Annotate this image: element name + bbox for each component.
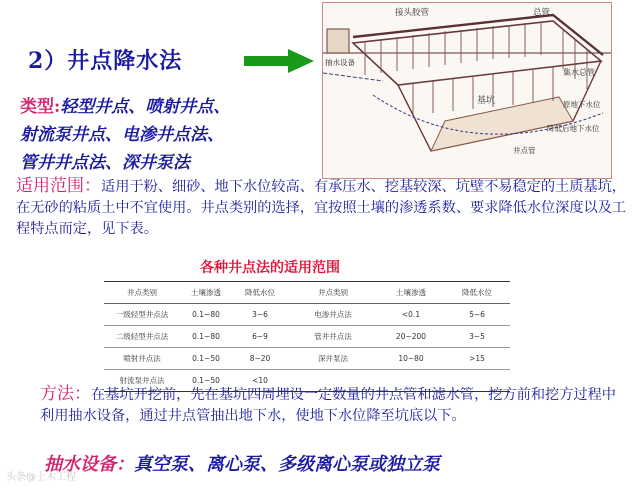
- table-cell: <10: [252, 376, 268, 385]
- types-line-3: 管井井点法、深井泵法: [20, 153, 190, 173]
- label-pump-house: 抽水设备: [325, 58, 355, 67]
- method-paragraph: [40, 384, 630, 427]
- method-label: 方法：: [40, 384, 91, 404]
- table-cell: 5~6: [469, 310, 485, 319]
- types-label: 类型:: [20, 97, 61, 117]
- wellpoint-diagram-drawing: [323, 3, 611, 178]
- types-line-2: 射流泵井点、电渗井点法、: [20, 125, 224, 145]
- table-cell: 射流泵井点法: [119, 376, 165, 385]
- right-arrow-icon: [244, 48, 316, 74]
- applicability-table: [104, 281, 510, 392]
- label-collector-pipe: 集水总管: [563, 68, 595, 77]
- table-cell: 一级轻型井点法: [115, 310, 169, 319]
- table-row: [104, 326, 510, 348]
- method-text: 在基坑开挖前，先在基坑四周埋设一定数量的井点管和滤水管，挖方前和挖方过程中利用抽水设备，通过井点管抽出地下水，使地下水位降至坑底以下。: [40, 387, 616, 424]
- table-cell: 3~5: [469, 332, 485, 341]
- table-row: [104, 304, 510, 326]
- section-heading: 2）井点降水法: [28, 48, 183, 74]
- types-line-1: [20, 92, 230, 117]
- table-cell: 电渗井点法: [314, 310, 352, 319]
- table-cell: 二级轻型井点法: [115, 332, 169, 341]
- equipment-line: [44, 450, 440, 476]
- scope-label: 适用范围：: [16, 176, 101, 196]
- table-header-cell: 土壤渗透: [396, 288, 426, 297]
- table-cell: 20~200: [395, 332, 427, 341]
- table-cell: 10~80: [398, 354, 424, 363]
- table-cell: 深井泵法: [318, 354, 348, 363]
- table-cell: 6~9: [252, 332, 268, 341]
- table-cell: 3~6: [252, 310, 268, 319]
- table-cell: 管井井点法: [314, 332, 352, 341]
- table-cell: 0.1~80: [192, 310, 220, 319]
- watermark: 头条@土木工程: [6, 472, 76, 483]
- table-cell: 喷射井点法: [123, 354, 161, 363]
- table-cell: 0.1~50: [192, 376, 220, 385]
- label-lowered-water-level: 降低后地下水位: [547, 124, 600, 133]
- label-pipe-header: 接头胶管: [395, 8, 430, 18]
- table-title: 各种井点法的适用范围: [200, 260, 340, 276]
- table-cell: 0.1~50: [192, 354, 220, 363]
- label-pit: 基坑: [477, 96, 496, 106]
- table-header-row: [104, 282, 510, 304]
- table-cell: 8~20: [249, 354, 271, 363]
- table-row: [104, 348, 510, 370]
- scope-text: 适用于粉、细砂、地下水位较高、有承压水、挖基较深、坑壁不易稳定的土质基坑，在无砂的粘质土中不宜使用。井点类别的选择，宜按照土壤的渗透系数、要求降低水位深度以及工程特点而定，见下表。: [16, 179, 627, 237]
- table-cell: <0.1: [401, 310, 421, 319]
- types-text-1: 轻型井点、喷射井点、: [60, 97, 231, 117]
- table-header-cell: 土壤渗透: [191, 288, 221, 297]
- table-cell: 0.1~80: [192, 332, 220, 341]
- table-cell: >15: [469, 354, 485, 363]
- label-original-water-level: 原地下水位: [563, 100, 601, 109]
- equipment-label: 抽水设备：: [44, 454, 134, 475]
- table-header-cell: 井点类别: [127, 288, 157, 297]
- table-header-cell: 降低水位: [245, 288, 275, 297]
- label-wellpoints: 井点管: [513, 146, 536, 155]
- wellpoint-diagram: [322, 2, 612, 179]
- table-header-cell: 降低水位: [462, 288, 492, 297]
- label-header-pipe: 总管: [533, 8, 551, 18]
- table-header-cell: 井点类别: [318, 288, 348, 297]
- scope-paragraph: [16, 176, 628, 240]
- equipment-text: 真空泵、离心泵、多级离心泵或独立泵: [134, 454, 440, 475]
